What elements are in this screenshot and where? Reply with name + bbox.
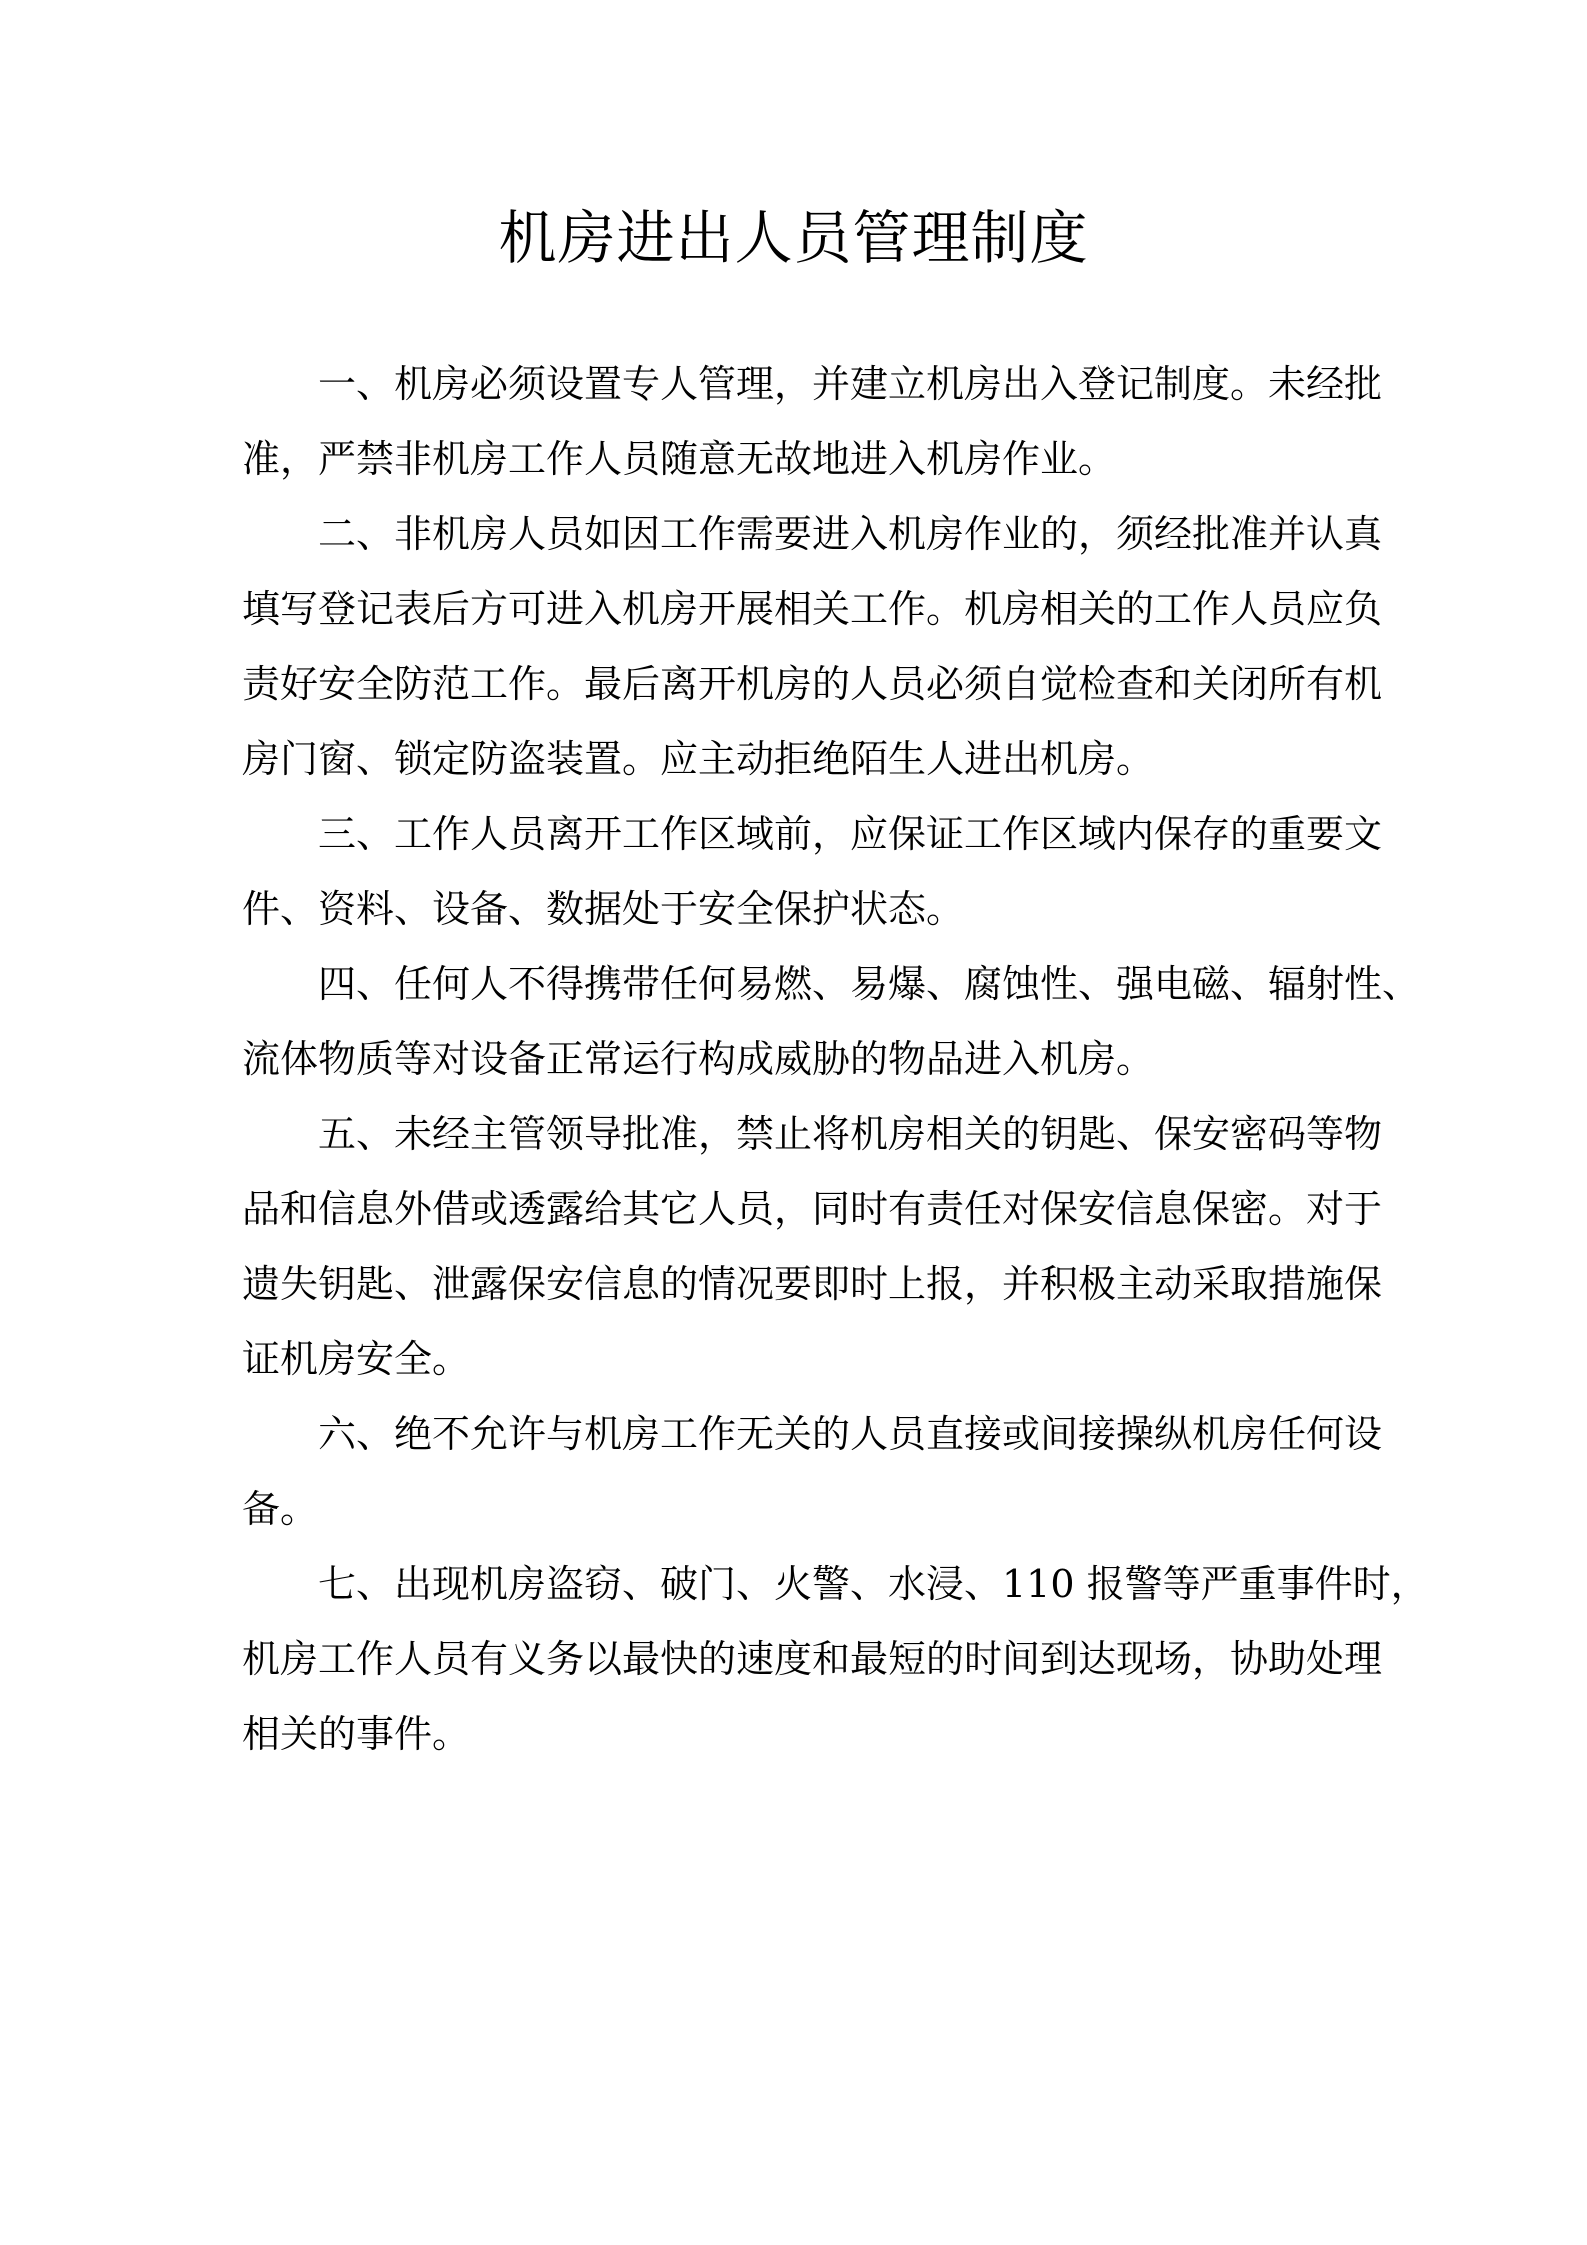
paragraph-5 (242, 1097, 1383, 1397)
paragraph-line: 填写登记表后方可进入机房开展相关工作。机房相关的工作人员应负 (242, 587, 1383, 631)
paragraph-6 (242, 1397, 1383, 1547)
paragraph-2 (242, 497, 1383, 797)
paragraph-line: 准，严禁非机房工作人员随意无故地进入机房作业。 (242, 437, 1117, 481)
paragraph-4 (242, 947, 1421, 1097)
paragraph-line: 三、工作人员离开工作区域前，应保证工作区域内保存的重要文 (318, 812, 1383, 856)
paragraph-line: 相关的事件。 (242, 1712, 471, 1756)
paragraph-1 (242, 347, 1383, 497)
paragraph-3 (242, 797, 1383, 947)
paragraph-line: 品和信息外借或透露给其它人员，同时有责任对保安信息保密。对于 (242, 1187, 1383, 1231)
paragraph-line: 六、绝不允许与机房工作无关的人员直接或间接操纵机房任何设 (318, 1412, 1383, 1456)
paragraph-7 (242, 1547, 1429, 1772)
paragraph-line: 五、未经主管领导批准，禁止将机房相关的钥匙、保安密码等物 (318, 1112, 1383, 1156)
paragraph-line: 一、机房必须设置专人管理，并建立机房出入登记制度。未经批 (318, 362, 1383, 406)
paragraph-line: 房门窗、锁定防盗装置。应主动拒绝陌生人进出机房。 (242, 737, 1155, 781)
document-title: 机房进出人员管理制度 (498, 204, 1089, 272)
paragraph-line: 遗失钥匙、泄露保安信息的情况要即时上报，并积极主动采取措施保 (242, 1262, 1383, 1306)
paragraph-line: 备。 (242, 1487, 319, 1531)
document-body (242, 347, 1429, 1772)
paragraph-line: 流体物质等对设备正常运行构成威胁的物品进入机房。 (242, 1037, 1155, 1081)
paragraph-line: 四、任何人不得携带任何易燃、易爆、腐蚀性、强电磁、辐射性、 (318, 962, 1421, 1006)
paragraph-line: 机房工作人员有义务以最快的速度和最短的时间到达现场，协助处理 (242, 1637, 1383, 1681)
paragraph-line: 证机房安全。 (242, 1337, 471, 1381)
paragraph-line: 二、非机房人员如因工作需要进入机房作业的，须经批准并认真 (318, 512, 1383, 556)
paragraph-line: 件、资料、设备、数据处于安全保护状态。 (242, 887, 965, 931)
paragraph-line: 责好安全防范工作。最后离开机房的人员必须自觉检查和关闭所有机 (242, 662, 1383, 706)
paragraph-line: 七、出现机房盗窃、破门、火警、水浸、110 报警等严重事件时， (318, 1562, 1429, 1606)
